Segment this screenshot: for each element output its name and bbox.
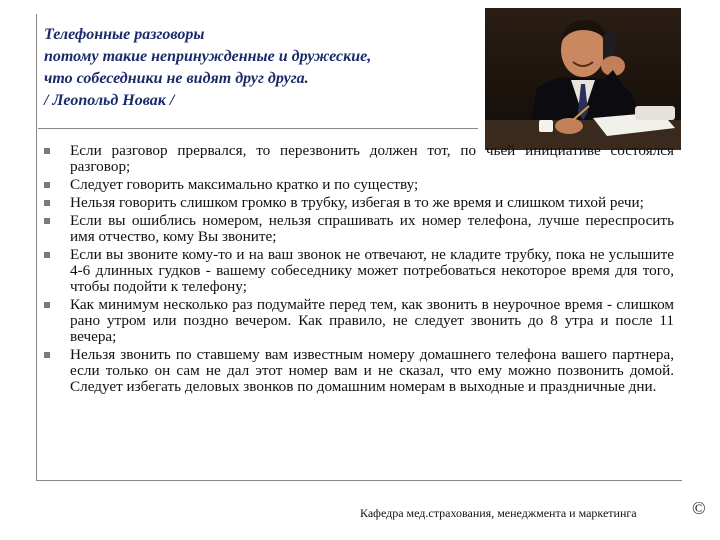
rule-text: Нельзя звонить по ставшему вам известным номеру домашнего телефона вашего партнера, если только он сам не дал этот номер вам и не сказал, что ему можно позвонить домой. Следует избегать деловых звонков по домашним номерам в выходные и праздничные дни.: [70, 346, 674, 395]
list-item: [42, 347, 674, 395]
quote-line-3: что собеседники не видят друг друга.: [44, 70, 309, 87]
bullet-square-icon: [44, 182, 50, 188]
footer-department: Кафедра мед.страхования, менеджмента и маркетинга: [360, 506, 637, 520]
list-item: [42, 247, 674, 295]
rule-text: Как минимум несколько раз подумайте перед тем, как звонить в неурочное время - слишком рано утром или поздно вечером. Как правило, не следует звонить до 8 утра и после 11 вечера;: [70, 296, 674, 345]
rule-text: Если вы звоните кому-то и на ваш звонок не отвечают, не кладите трубку, пока не услышите 4-6 длинных гудков - вашему собеседнику может потребоваться некоторое время для того, чтобы подойти к телефону;: [70, 246, 674, 295]
rule-text: Следует говорить максимально кратко и по существу;: [70, 176, 419, 193]
bullet-square-icon: [44, 218, 50, 224]
rule-text: Нельзя говорить слишком громко в трубку, избегая в то же время и слишком тихой речи;: [70, 194, 644, 211]
rule-text: Если разговор прервался, то перезвонить должен тот, по чьей инициативе состоялся разговор;: [70, 142, 674, 175]
bullet-square-icon: [44, 252, 50, 258]
etiquette-rules-list: [42, 143, 674, 397]
bullet-square-icon: [44, 352, 50, 358]
list-item: [42, 195, 674, 211]
quote-block: [44, 24, 484, 112]
list-item: [42, 297, 674, 345]
list-item: [42, 143, 674, 175]
quote-line-1: Телефонные разговоры: [44, 26, 205, 43]
quote-line-2: потому такие непринужденные и дружеские,: [44, 48, 372, 65]
bullet-square-icon: [44, 148, 50, 154]
copyright-icon: ©: [692, 498, 706, 518]
bullet-square-icon: [44, 200, 50, 206]
bullet-square-icon: [44, 302, 50, 308]
photo-illustration: [485, 8, 681, 150]
rule-text: Если вы ошиблись номером, нельзя спрашивать их номер телефона, лучше переспросить имя отчество, кому Вы звоните;: [70, 212, 674, 245]
left-divider: [36, 14, 37, 480]
bottom-divider: [36, 480, 682, 481]
list-item: [42, 177, 674, 193]
quote-author: / Леопольд Новак /: [44, 92, 175, 109]
businessman-phone-photo: [485, 8, 681, 150]
top-divider: [38, 128, 478, 129]
list-item: [42, 213, 674, 245]
